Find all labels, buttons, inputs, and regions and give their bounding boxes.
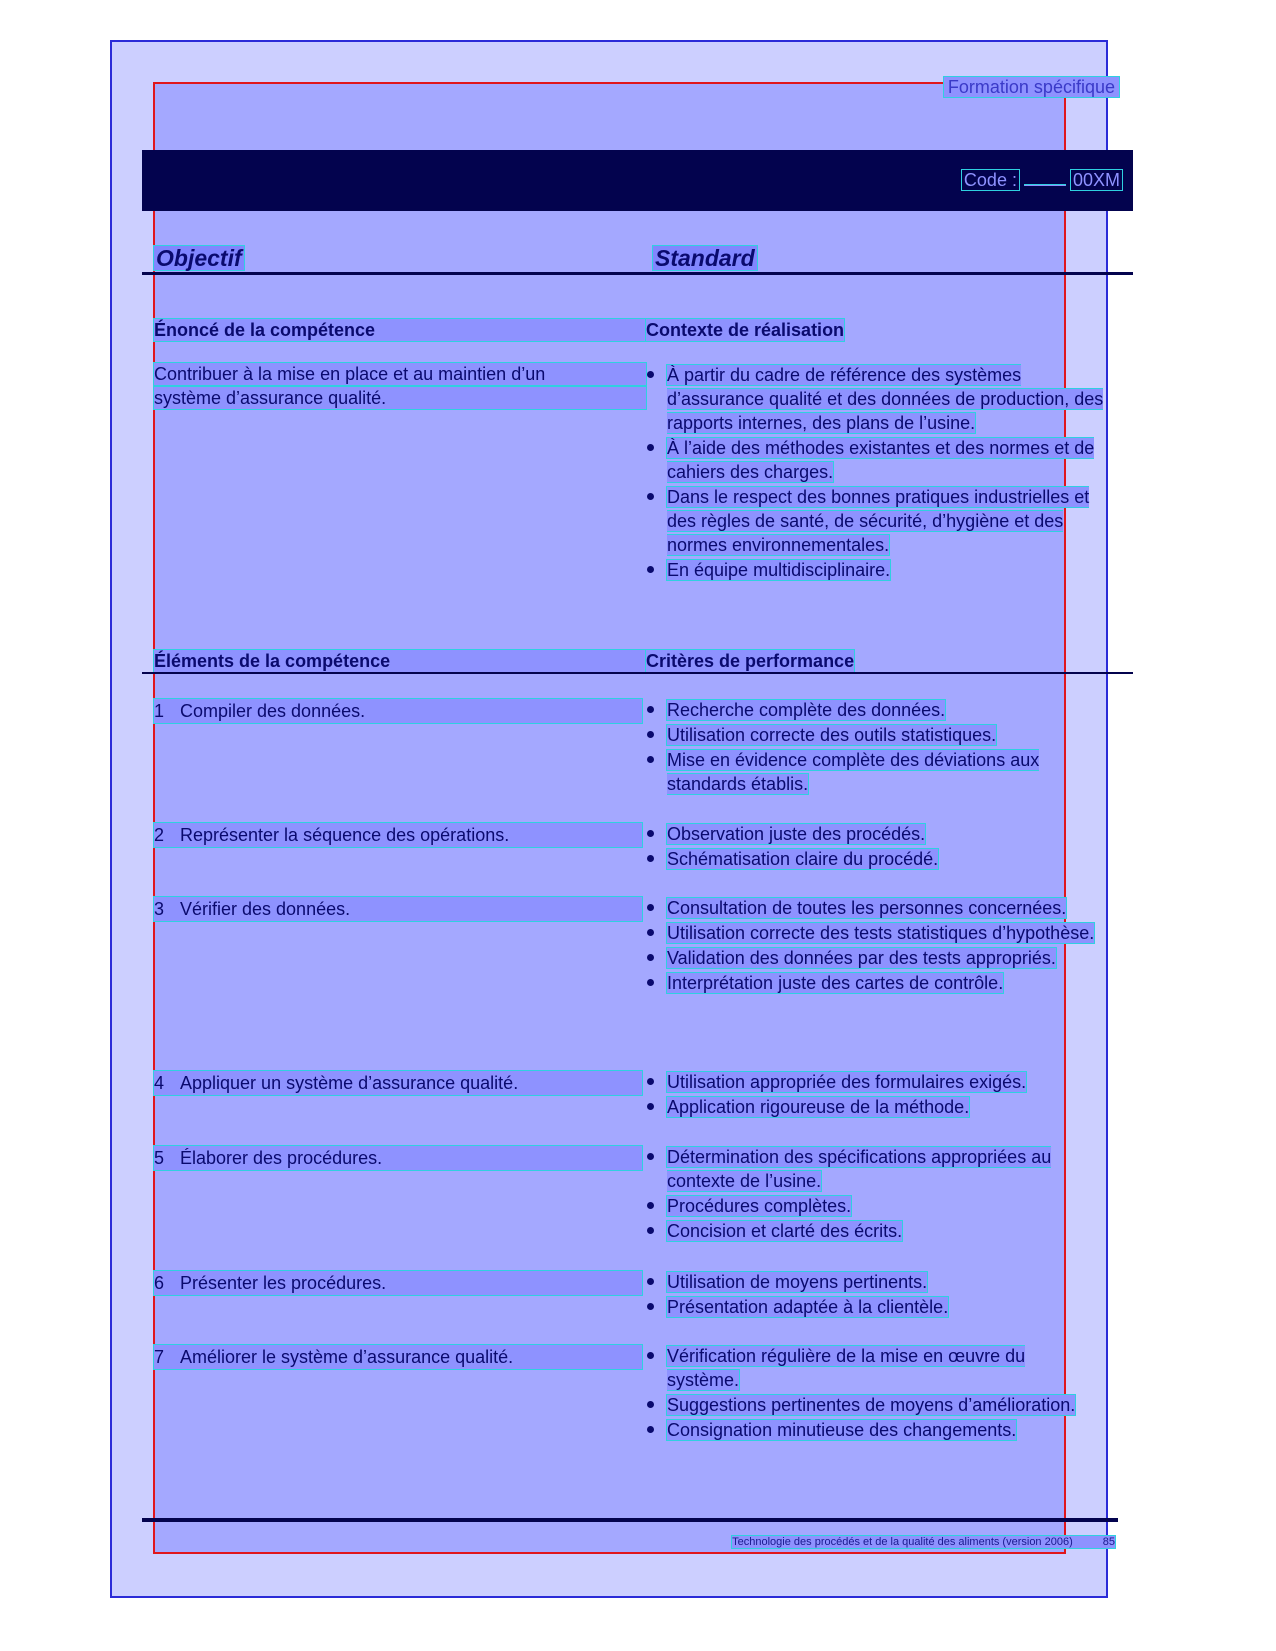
page-footer	[731, 1535, 1116, 1549]
element-row: 4 Appliquer un système d’assurance qualité.	[153, 1070, 643, 1096]
list-item: Observation juste des procédés.	[645, 822, 1115, 846]
list-item: À partir du cadre de référence des systèmes d’assurance qualité et des données de production, des rapports internes, des plans de l’usine.	[645, 363, 1115, 435]
element-row: 1 Compiler des données.	[153, 698, 643, 724]
formation-label: Formation spécifique	[943, 76, 1120, 98]
list-item: Détermination des spécifications appropriées au contexte de l’usine.	[645, 1145, 1115, 1193]
enonce-line: Contribuer à la mise en place et au maintien d’un	[153, 362, 647, 386]
list-item: À l’aide des méthodes existantes et des normes et de cahiers des charges.	[645, 436, 1115, 484]
enonce-text	[153, 362, 645, 410]
elements-rule	[142, 672, 1133, 674]
element-row: 6 Présenter les procédures.	[153, 1270, 643, 1296]
code-label: Code :	[961, 169, 1020, 191]
list-item: En équipe multidisciplinaire.	[645, 558, 1115, 582]
contexte-title: Contexte de réalisation	[646, 320, 845, 340]
criteria-list	[645, 1344, 1085, 1443]
footer-rule	[142, 1518, 1118, 1522]
element-row: 2 Représenter la séquence des opérations.	[153, 822, 643, 848]
elements-title: Éléments de la compétence	[153, 649, 647, 673]
heading-rule	[142, 272, 1133, 275]
list-item: Validation des données par des tests appropriés.	[645, 946, 1095, 970]
list-item: Schématisation claire du procédé.	[645, 847, 1115, 871]
criteria-list	[645, 698, 1115, 797]
element-row: 3 Vérifier des données.	[153, 896, 643, 922]
enonce-line: système d’assurance qualité.	[153, 386, 647, 410]
list-item: Utilisation correcte des outils statistiques.	[645, 723, 1115, 747]
list-item: Utilisation appropriée des formulaires exigés.	[645, 1070, 1115, 1094]
code-field	[961, 170, 1123, 190]
footer-title: Technologie des procédés et de la qualité des aliments (version 2006)	[732, 1536, 1073, 1548]
list-item: Suggestions pertinentes de moyens d’amélioration.	[645, 1393, 1085, 1417]
list-item: Interprétation juste des cartes de contrôle.	[645, 971, 1095, 995]
list-item: Concision et clarté des écrits.	[645, 1219, 1115, 1243]
page-inner-frame	[153, 82, 1066, 1554]
criteria-list	[645, 1270, 1115, 1320]
list-item: Procédures complètes.	[645, 1194, 1115, 1218]
enonce-title: Énoncé de la compétence	[153, 318, 647, 342]
list-item: Vérification régulière de la mise en œuvre du système.	[645, 1344, 1085, 1392]
page-number: 85	[1102, 1536, 1115, 1548]
list-item: Utilisation de moyens pertinents.	[645, 1270, 1115, 1294]
criteria-list	[645, 822, 1115, 872]
list-item: Utilisation correcte des tests statistiques d’hypothèse.	[645, 921, 1095, 945]
list-item: Dans le respect des bonnes pratiques industrielles et des règles de santé, de sécurité, d’hygiène et des normes environnementales.	[645, 485, 1115, 557]
list-item: Consultation de toutes les personnes concernées.	[645, 896, 1095, 920]
list-item: Recherche complète des données.	[645, 698, 1115, 722]
list-item: Présentation adaptée à la clientèle.	[645, 1295, 1115, 1319]
element-row: 7 Améliorer le système d’assurance qualité.	[153, 1344, 643, 1370]
code-blank	[1024, 184, 1066, 186]
objectif-heading: Objectif	[153, 245, 245, 271]
criteria-list	[645, 1070, 1115, 1120]
criteres-title: Critères de performance	[646, 651, 855, 671]
contexte-list	[645, 363, 1115, 583]
element-row: 5 Élaborer des procédures.	[153, 1145, 643, 1171]
standard-heading: Standard	[652, 245, 758, 271]
criteria-list	[645, 896, 1095, 996]
code-value: 00XM	[1070, 169, 1123, 191]
code-bar	[142, 150, 1133, 211]
list-item: Mise en évidence complète des déviations aux standards établis.	[645, 748, 1115, 796]
criteria-list	[645, 1145, 1115, 1244]
list-item: Application rigoureuse de la méthode.	[645, 1095, 1115, 1119]
list-item: Consignation minutieuse des changements.	[645, 1418, 1085, 1442]
